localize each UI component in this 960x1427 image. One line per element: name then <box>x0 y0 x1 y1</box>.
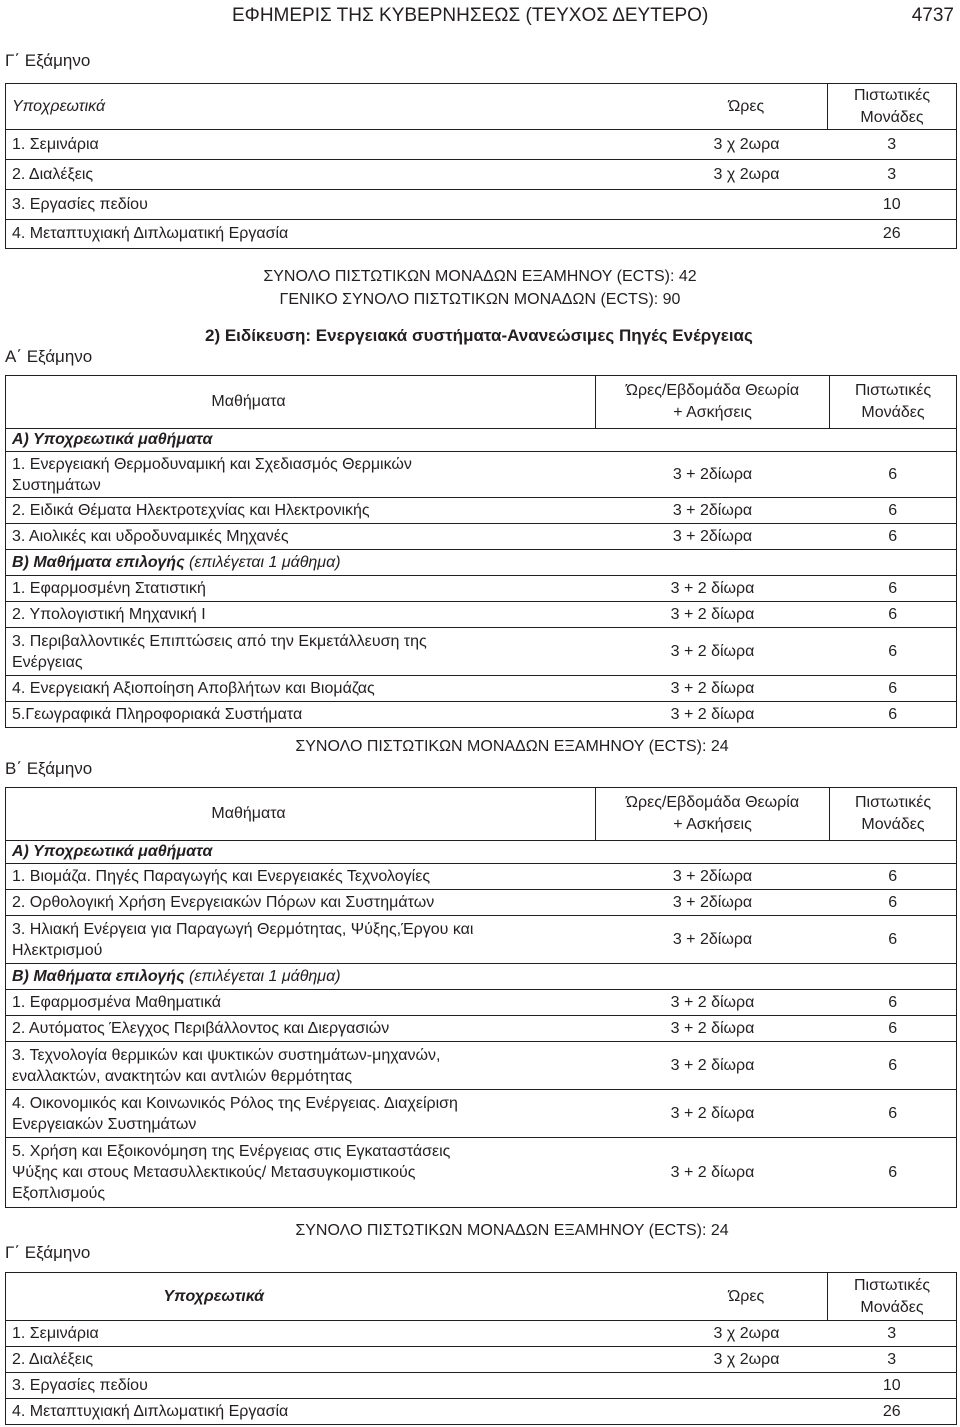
col-header-courses: Μαθήματα <box>6 788 596 841</box>
section-mandatory-label: Α) Υποχρεωτικά μαθήματα <box>6 429 957 452</box>
course-name: 3. Εργασίες πεδίου <box>6 190 666 220</box>
col-header-credits: Πιστωτικές Μονάδες <box>830 376 957 429</box>
col-header-credits: Πιστωτικές Μονάδες <box>830 788 957 841</box>
course-hours: 3 + 2δίωρα <box>596 864 830 890</box>
course-name: 3. Τεχνολογία θερμικών και ψυκτικών συστημάτων-μηχανών, εναλλακτών, ανακτητών και αντλιών θερμότητας <box>6 1042 596 1090</box>
col-header-hours: Ώρες <box>666 84 828 130</box>
course-hours: 3 χ 2ωρα <box>666 160 828 190</box>
course-name: 5.Γεωγραφικά Πληροφοριακά Συστήματα <box>6 702 596 728</box>
course-credits: 3 <box>828 1321 957 1347</box>
semester-b-total-ects: ΣΥΝΟΛΟ ΠΙΣΤΩΤΙΚΩΝ ΜΟΝΑΔΩΝ ΕΞΑΜΗΝΟΥ (ECTS): 24 <box>295 1222 729 1239</box>
course-hours <box>666 1373 828 1399</box>
semester-c-heading: Γ΄ Εξάμηνο <box>5 51 91 70</box>
col-header-credits: Πιστωτικές Μονάδες <box>828 1273 957 1321</box>
course-hours: 3 + 2δίωρα <box>596 498 830 524</box>
specialization-title: 2) Ειδίκευση: Ενεργειακά συστήματα-Ανανεώσιμες Πηγές Ενέργειας <box>205 326 753 345</box>
course-hours: 3 + 2 δίωρα <box>596 1042 830 1090</box>
col-header-courses: Μαθήματα <box>6 376 596 429</box>
semester-c-table <box>5 83 957 249</box>
course-name: 2. Διαλέξεις <box>6 160 666 190</box>
course-name: 4. Μεταπτυχιακή Διπλωματική Εργασία <box>6 1399 666 1425</box>
table-row <box>6 160 957 190</box>
table-row <box>6 702 957 728</box>
semester-a-table <box>5 375 957 728</box>
course-name: 4. Ενεργειακή Αξιοποίηση Αποβλήτων και Βιομάζας <box>6 676 596 702</box>
semester-c-table-2 <box>5 1272 957 1425</box>
course-credits: 6 <box>830 676 957 702</box>
general-total-ects: ΓΕΝΙΚΟ ΣΥΝΟΛΟ ΠΙΣΤΩΤΙΚΩΝ ΜΟΝΑΔΩΝ (ECTS): 90 <box>279 291 681 308</box>
course-name: 3. Αιολικές και υδροδυναμικές Μηχανές <box>6 524 596 550</box>
course-hours: 3 + 2δίωρα <box>596 452 830 498</box>
table-row <box>6 1321 957 1347</box>
course-credits: 6 <box>830 1138 957 1208</box>
course-hours: 3 χ 2ωρα <box>666 1321 828 1347</box>
section-row <box>6 429 957 452</box>
course-credits: 6 <box>830 628 957 676</box>
table-row <box>6 498 957 524</box>
course-credits: 6 <box>830 916 957 964</box>
course-credits: 26 <box>828 220 957 249</box>
course-name: 2. Ειδικά Θέματα Ηλεκτροτεχνίας και Ηλεκτρονικής <box>6 498 596 524</box>
course-hours: 3 + 2 δίωρα <box>596 990 830 1016</box>
course-hours: 3 χ 2ωρα <box>666 1347 828 1373</box>
course-name: 5. Χρήση και Εξοικονόμηση της Ενέργειας στις Εγκαταστάσεις Ψύξης και στους Μετασυλλεκτικούς/ Μετασυγκομιστικούς Εξοπλισμούς <box>6 1138 596 1208</box>
course-hours: 3 + 2 δίωρα <box>596 628 830 676</box>
course-credits: 10 <box>828 1373 957 1399</box>
course-credits: 6 <box>830 702 957 728</box>
course-credits: 6 <box>830 1042 957 1090</box>
course-hours: 3 χ 2ωρα <box>666 130 828 160</box>
course-credits: 6 <box>830 576 957 602</box>
table-row <box>6 452 957 498</box>
section-row <box>6 841 957 864</box>
col-header-hours: Ώρες <box>666 1273 828 1321</box>
section-row <box>6 964 957 990</box>
course-hours: 3 + 2 δίωρα <box>596 1138 830 1208</box>
course-name: 2. Διαλέξεις <box>6 1347 666 1373</box>
table-row <box>6 602 957 628</box>
course-credits: 6 <box>830 1090 957 1138</box>
semester-b-table <box>5 787 957 1208</box>
course-credits: 6 <box>830 524 957 550</box>
table-row <box>6 524 957 550</box>
course-hours: 3 + 2δίωρα <box>596 524 830 550</box>
semester-b-heading: Β΄ Εξάμηνο <box>5 759 93 778</box>
col-header-hours: Ώρες/Εβδομάδα Θεωρία + Ασκήσεις <box>596 788 830 841</box>
semester-total-ects: ΣΥΝΟΛΟ ΠΙΣΤΩΤΙΚΩΝ ΜΟΝΑΔΩΝ ΕΞΑΜΗΝΟΥ (ECTS): 42 <box>263 268 697 285</box>
course-hours: 3 + 2δίωρα <box>596 916 830 964</box>
course-hours: 3 + 2 δίωρα <box>596 576 830 602</box>
semester-a-total-ects: ΣΥΝΟΛΟ ΠΙΣΤΩΤΙΚΩΝ ΜΟΝΑΔΩΝ ΕΞΑΜΗΝΟΥ (ECTS): 24 <box>295 738 729 755</box>
page-number: 4737 <box>911 5 954 26</box>
course-name: 3. Εργασίες πεδίου <box>6 1373 666 1399</box>
semester-a-heading: Α΄ Εξάμηνο <box>5 347 93 366</box>
table-row <box>6 190 957 220</box>
table-row <box>6 1399 957 1425</box>
table-header-row <box>6 84 957 130</box>
gazette-title: ΕΦΗΜΕΡΙΣ ΤΗΣ ΚΥΒΕΡΝΗΣΕΩΣ (ΤΕΥΧΟΣ ΔΕΥΤΕΡΟ) <box>232 5 709 26</box>
course-credits: 6 <box>830 890 957 916</box>
course-credits: 6 <box>830 864 957 890</box>
col-header-mandatory: Υποχρεωτικά <box>6 1273 666 1321</box>
course-name: 1. Εφαρμοσμένη Στατιστική <box>6 576 596 602</box>
course-name: 2. Υπολογιστική Μηχανική Ι <box>6 602 596 628</box>
section-elective-label: Β) Μαθήματα επιλογής (επιλέγεται 1 μάθημα) <box>6 550 957 576</box>
course-name: 3. Ηλιακή Ενέργεια για Παραγωγή Θερμότητας, Ψύξης,Έργου και Ηλεκτρισμού <box>6 916 596 964</box>
course-hours: 3 + 2 δίωρα <box>596 602 830 628</box>
table-row <box>6 890 957 916</box>
course-name: 4. Οικονομικός και Κοινωνικός Ρόλος της Ενέργειας. Διαχείριση Ενεργειακών Συστημάτων <box>6 1090 596 1138</box>
course-credits: 3 <box>828 130 957 160</box>
course-name: 2. Ορθολογική Χρήση Ενεργειακών Πόρων και Συστημάτων <box>6 890 596 916</box>
col-header-mandatory: Υποχρεωτικά <box>6 84 666 130</box>
course-credits: 3 <box>828 160 957 190</box>
course-hours: 3 + 2 δίωρα <box>596 676 830 702</box>
course-name: 2. Αυτόματος Έλεγχος Περιβάλλοντος και Διεργασιών <box>6 1016 596 1042</box>
course-name: 4. Μεταπτυχιακή Διπλωματική Εργασία <box>6 220 666 249</box>
col-header-credits: Πιστωτικές Μονάδες <box>828 84 957 130</box>
course-name: 3. Περιβαλλοντικές Επιπτώσεις από την Εκμετάλλευση της Ενέργειας <box>6 628 596 676</box>
table-row <box>6 990 957 1016</box>
course-hours: 3 + 2 δίωρα <box>596 1016 830 1042</box>
table-row <box>6 1138 957 1208</box>
table-row <box>6 576 957 602</box>
table-row <box>6 1016 957 1042</box>
col-header-hours: Ώρες/Εβδομάδα Θεωρία + Ασκήσεις <box>596 376 830 429</box>
course-hours: 3 + 2 δίωρα <box>596 1090 830 1138</box>
table-row <box>6 676 957 702</box>
course-credits: 10 <box>828 190 957 220</box>
table-header-row <box>6 788 957 841</box>
course-name: 1. Σεμινάρια <box>6 130 666 160</box>
course-hours: 3 + 2 δίωρα <box>596 702 830 728</box>
table-row <box>6 916 957 964</box>
course-name: 1. Βιομάζα. Πηγές Παραγωγής και Ενεργειακές Τεχνολογίες <box>6 864 596 890</box>
table-header-row <box>6 1273 957 1321</box>
course-hours <box>666 1399 828 1425</box>
table-header-row <box>6 376 957 429</box>
course-credits: 6 <box>830 498 957 524</box>
course-hours <box>666 190 828 220</box>
table-row <box>6 220 957 249</box>
table-row <box>6 1373 957 1399</box>
course-credits: 6 <box>830 1016 957 1042</box>
semester-c-heading-2: Γ΄ Εξάμηνο <box>5 1243 91 1262</box>
course-credits: 26 <box>828 1399 957 1425</box>
table-row <box>6 864 957 890</box>
table-row <box>6 130 957 160</box>
course-name: 1. Ενεργειακή Θερμοδυναμική και Σχεδιασμός Θερμικών Συστημάτων <box>6 452 596 498</box>
course-name: 1. Σεμινάρια <box>6 1321 666 1347</box>
course-credits: 3 <box>828 1347 957 1373</box>
section-row <box>6 550 957 576</box>
table-row <box>6 1347 957 1373</box>
course-credits: 6 <box>830 990 957 1016</box>
course-credits: 6 <box>830 602 957 628</box>
course-name: 1. Εφαρμοσμένα Μαθηματικά <box>6 990 596 1016</box>
table-row <box>6 628 957 676</box>
section-elective-label: Β) Μαθήματα επιλογής (επιλέγεται 1 μάθημα) <box>6 964 957 990</box>
course-credits: 6 <box>830 452 957 498</box>
course-hours <box>666 220 828 249</box>
section-mandatory-label: Α) Υποχρεωτικά μαθήματα <box>6 841 957 864</box>
course-hours: 3 + 2δίωρα <box>596 890 830 916</box>
table-row <box>6 1090 957 1138</box>
table-row <box>6 1042 957 1090</box>
